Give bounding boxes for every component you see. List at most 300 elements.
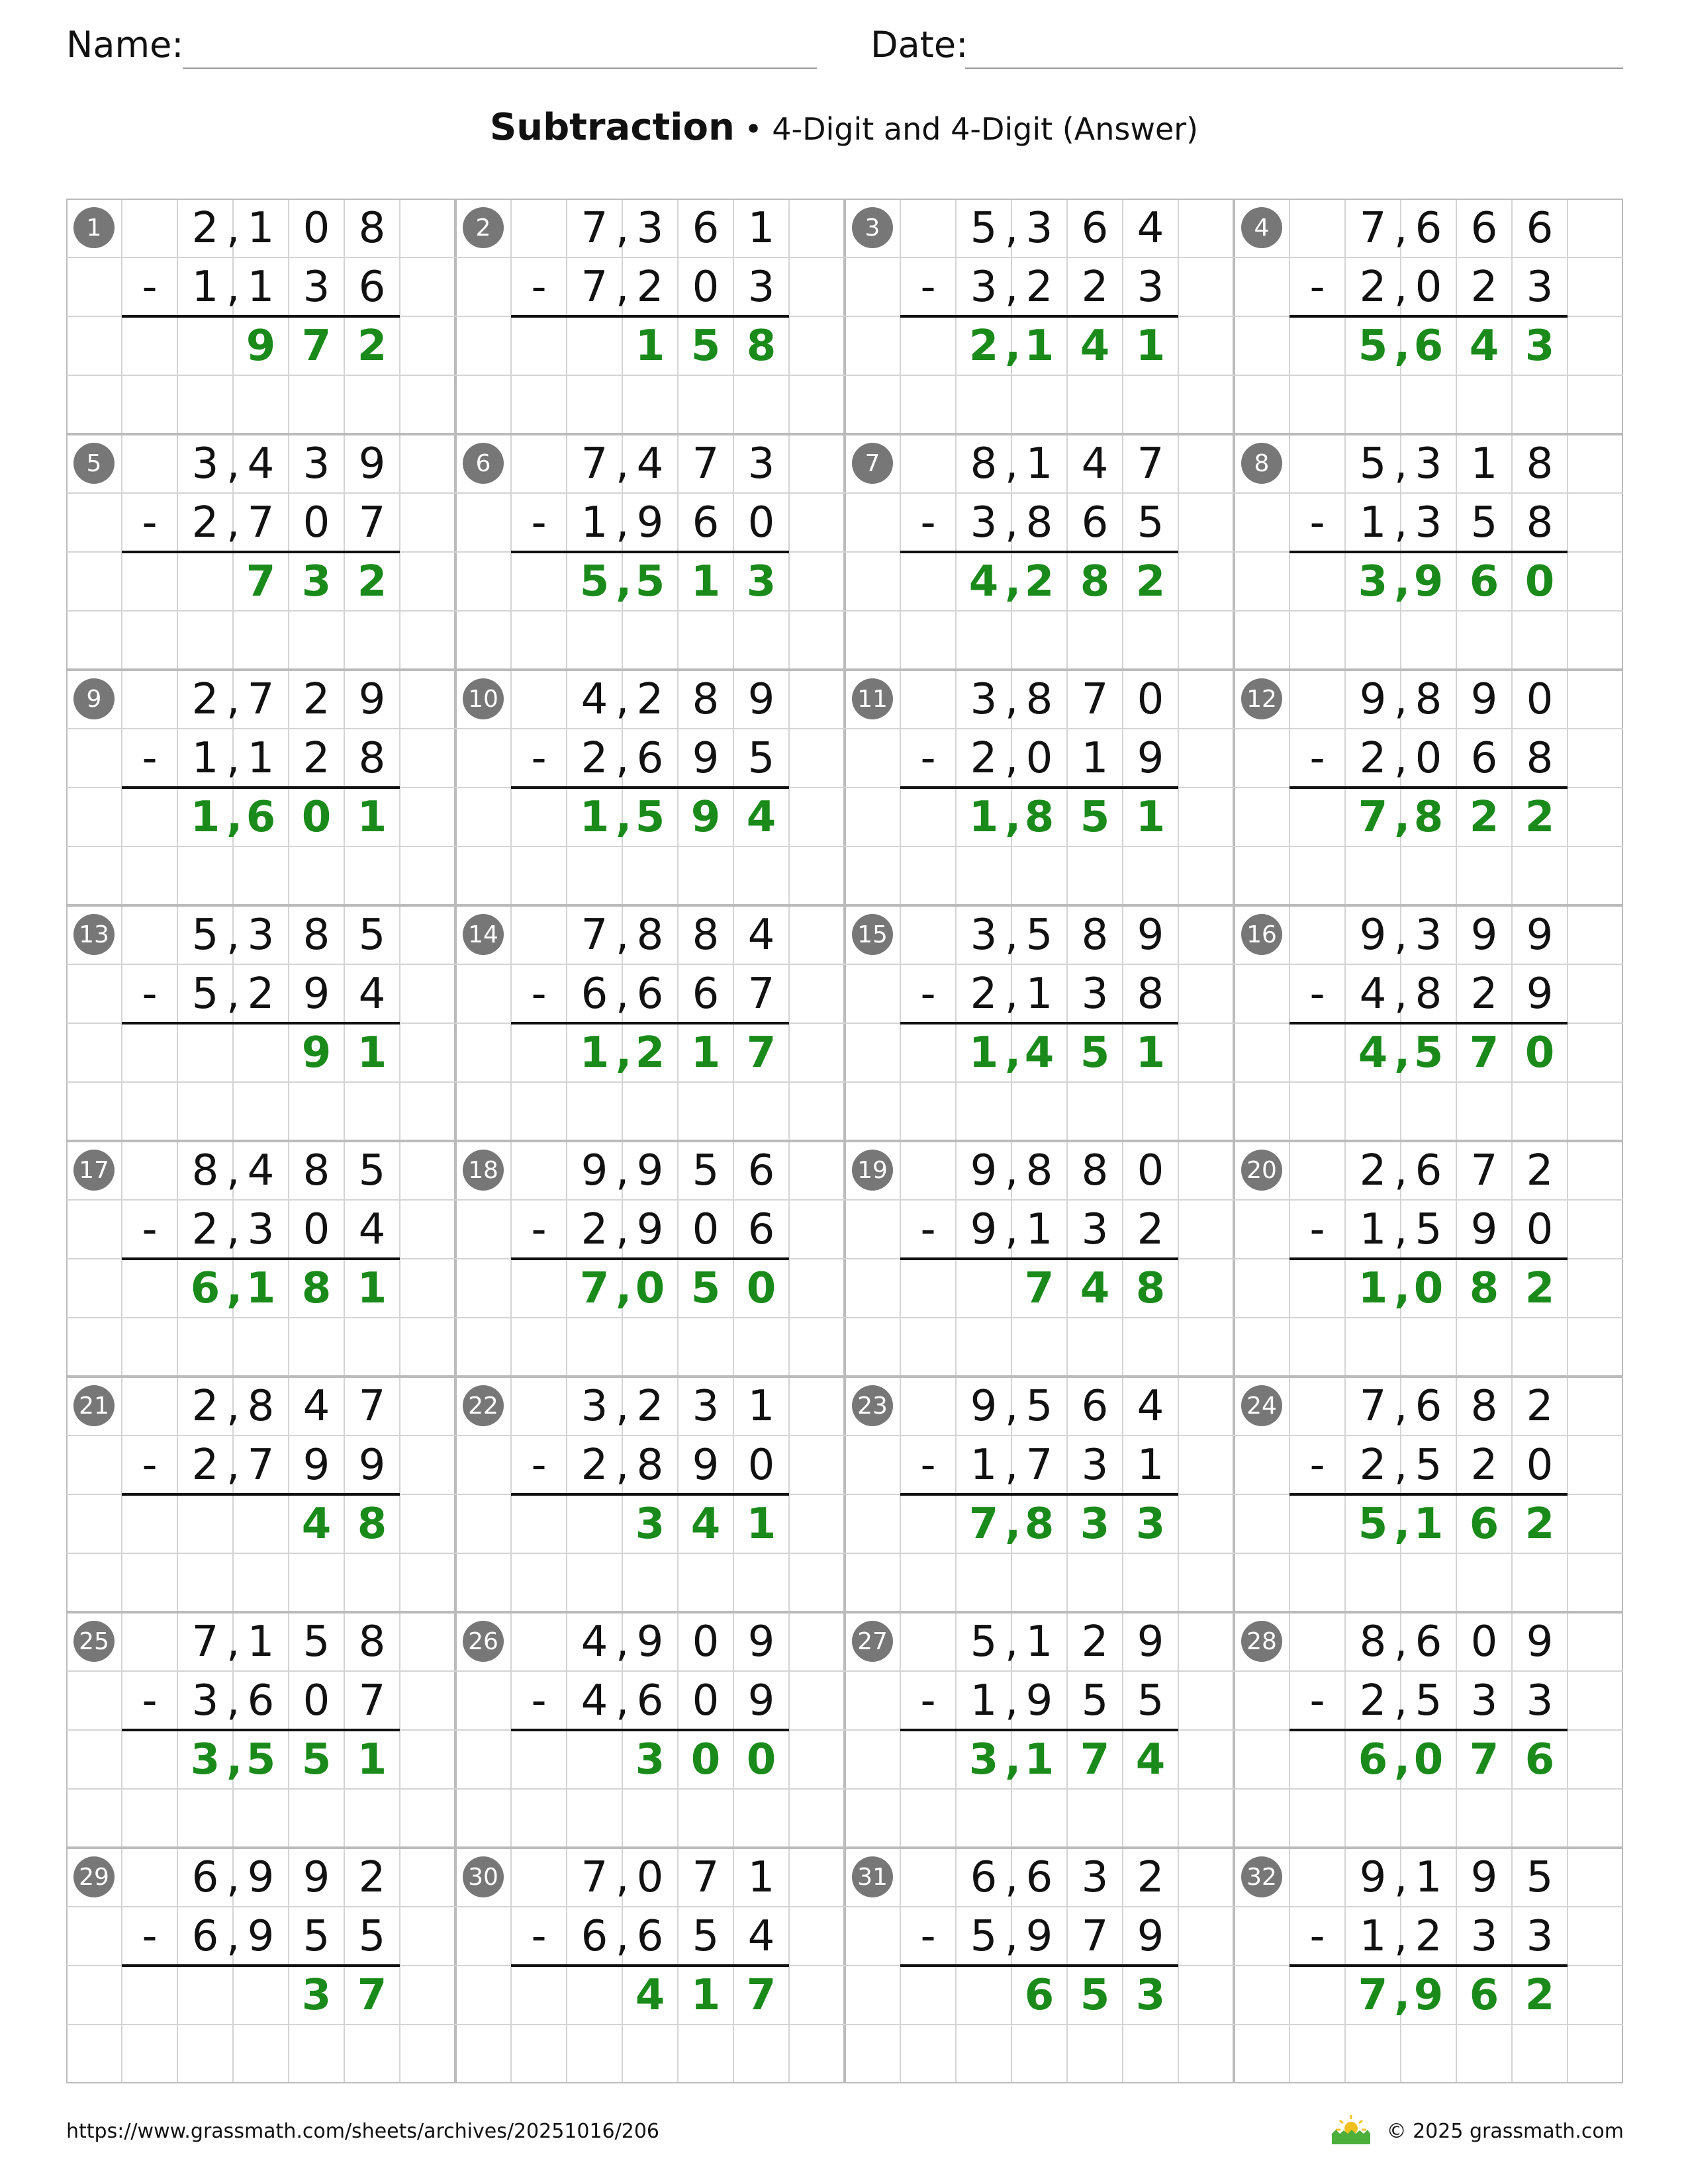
problem-20-subtrahend-digit-text: 1 <box>1359 1205 1387 1254</box>
problem-6-answer-digit <box>567 552 622 611</box>
problem-6-answer-digit-text: 1 <box>690 557 721 606</box>
problem-29-answer-digit-text: 7 <box>357 1970 387 2020</box>
problem-24-answer-comma: , <box>1394 1499 1411 1549</box>
problem-14-minuend-digit-text: 4 <box>747 910 775 960</box>
problem-11-answer-digit <box>1123 788 1178 846</box>
problem-16-subtrahend-digit <box>1512 964 1568 1023</box>
problem-8-subtrahend-digit <box>1456 493 1512 552</box>
problem-number-badge: 1 <box>73 207 115 248</box>
problem-8-minuend-digit <box>1456 434 1512 493</box>
problem-12-subtrahend-digit <box>1345 729 1401 788</box>
problem-23-subtrahend-digit <box>1067 1435 1123 1494</box>
problem-5-subtrahend-digit <box>226 493 289 552</box>
problem-13-minuend-digit-text: 5 <box>191 910 219 960</box>
problem-8-subtrahend-digit-text: 3 <box>1415 498 1442 547</box>
problem-19-minuend-digit-text: 8 <box>1081 1146 1109 1195</box>
problem-17-subtrahend-digit <box>226 1200 289 1259</box>
problem-20-answer-digit-text: 1 <box>1358 1263 1388 1313</box>
problem-28-minuend-digit-text: 8 <box>1359 1617 1387 1666</box>
problem-15-minuend-digit-text: 3 <box>970 910 998 960</box>
problem-27-answer-comma: , <box>1005 1735 1021 1784</box>
problem-27-minuend-digit <box>1067 1612 1123 1671</box>
problem-number-badge: 14 <box>463 914 504 955</box>
problem-9-answer-digit-text: 1 <box>190 792 220 842</box>
problem-15-answer-digit <box>1123 1023 1178 1082</box>
problem-18-subtrahend-digit-text: 0 <box>692 1205 720 1254</box>
problem-3-answer-comma: , <box>1005 321 1021 371</box>
problem-11-minuend-digit-text: 7 <box>1081 674 1109 724</box>
problem-30-subtrahend-digit <box>678 1907 733 1966</box>
problem-10-answer-digit <box>567 788 622 846</box>
problem-17-answer-digit <box>177 1259 233 1318</box>
problem-number-badge: 20 <box>1241 1150 1282 1191</box>
problem-10-minuend-digit <box>616 670 678 729</box>
problem-1-subtrahend-digit <box>226 257 289 316</box>
problem-15-answer-comma: , <box>1005 1028 1021 1077</box>
problem-30-minuend-digit-text: 0 <box>636 1852 664 1902</box>
problem-28-answer-digit <box>1512 1730 1568 1789</box>
problem-16-subtrahend-digit-text: 2 <box>1470 969 1498 1019</box>
problem-19-answer-digit <box>1067 1259 1123 1318</box>
problem-15-minuend-digit <box>1123 905 1178 964</box>
problem-14-subtrahend-digit <box>678 964 733 1023</box>
problem-25-subtrahend-digit-text: 3 <box>191 1676 219 1725</box>
problem-8-subtrahend-digit-text: 8 <box>1526 498 1554 547</box>
problem-26-subtrahend-digit-text: 0 <box>692 1676 720 1725</box>
problem-2-minuend-digit <box>678 199 733 257</box>
problem-7-answer-comma: , <box>1005 557 1021 606</box>
problem-28-minuend-digit <box>1512 1612 1568 1671</box>
problem-14-answer-digit-text: 2 <box>635 1028 665 1077</box>
problem-28-answer-digit <box>1394 1730 1456 1789</box>
problem-5-subtrahend-comma: , <box>226 498 240 547</box>
problem-9-minuend-digit <box>344 670 400 729</box>
problem-13-subtrahend-digit-text: 2 <box>247 969 275 1019</box>
problem-29-answer-digit <box>344 1966 400 2025</box>
problem-14-minuend-digit <box>567 905 622 964</box>
problem-15-minuend-digit-text: 8 <box>1081 910 1109 960</box>
problem-31-minuend-digit-text: 3 <box>1081 1852 1109 1902</box>
problem-1-answer-digit-text: 2 <box>357 321 387 371</box>
problem-7-minuend-digit-text: 1 <box>1025 439 1053 488</box>
problem-29-subtrahend-digit <box>289 1907 344 1966</box>
problem-27-answer-digit-text: 4 <box>1135 1735 1166 1784</box>
problem-19-minuend-digit <box>1067 1141 1123 1200</box>
problem-13-minuend-digit-text: 8 <box>303 910 330 960</box>
problem-14-subtrahend-digit-text: 7 <box>747 969 775 1019</box>
problem-3-subtrahend-digit-text: 3 <box>1137 262 1164 312</box>
problem-3-subtrahend-digit <box>956 257 1011 316</box>
problem-30-minuend-digit <box>567 1848 622 1907</box>
problem-25-minuend-digit-text: 1 <box>247 1617 275 1666</box>
problem-13-minuend-digit-text: 3 <box>247 910 275 960</box>
problem-3-subtrahend-digit-text: 3 <box>970 262 998 312</box>
problem-18-answer-digit <box>678 1259 733 1318</box>
problem-30-minuend-comma: , <box>616 1852 630 1902</box>
problem-4-answer-digit-text: 5 <box>1358 321 1388 371</box>
problem-25-answer-digit-text: 5 <box>301 1735 332 1784</box>
problem-7-minuend-digit-text: 4 <box>1081 439 1109 488</box>
problem-20-subtrahend-comma: , <box>1394 1205 1408 1254</box>
problem-11-subtrahend-digit-text: 0 <box>1025 733 1053 783</box>
problem-9-minuend-digit-text: 2 <box>191 674 219 724</box>
problem-9-answer-digit-text: 0 <box>301 792 332 842</box>
problem-21-subtrahend-comma: , <box>226 1440 240 1490</box>
problem-23-subtrahend-digit <box>956 1435 1011 1494</box>
problem-26-answer-digit-text: 3 <box>635 1735 665 1784</box>
problem-number-badge: 15 <box>852 914 893 955</box>
problem-7-subtrahend-digit <box>1123 493 1178 552</box>
problem-24-answer-digit-text: 1 <box>1413 1499 1444 1549</box>
problem-21-minuend-digit-text: 2 <box>191 1381 219 1431</box>
problem-1-minuend-comma: , <box>226 203 240 253</box>
problem-7-subtrahend-comma: , <box>1005 498 1019 547</box>
problem-24-minuend-digit-text: 6 <box>1415 1381 1442 1431</box>
problem-6-minuend-digit-text: 7 <box>581 439 608 488</box>
problem-32-answer-digit <box>1512 1966 1568 2025</box>
problem-26-minuend-digit-text: 9 <box>747 1617 775 1666</box>
problem-31-subtrahend-digit-text: 5 <box>970 1911 998 1961</box>
problem-17-subtrahend-comma: , <box>226 1205 240 1254</box>
problem-32-answer-digit-text: 9 <box>1413 1970 1444 2020</box>
problem-number-badge: 23 <box>852 1385 893 1426</box>
problem-1-subtrahend-digit <box>344 257 400 316</box>
problem-4-answer-digit <box>1456 316 1512 375</box>
problem-5-subtrahend-digit <box>344 493 400 552</box>
problem-26-minuend-comma: , <box>616 1617 630 1666</box>
problem-22-minuend-comma: , <box>616 1381 630 1431</box>
problem-27-subtrahend-digit-text: 9 <box>1025 1676 1053 1725</box>
problem-1-minuend-digit-text: 1 <box>247 203 275 253</box>
problem-6-subtrahend-digit-text: 0 <box>747 498 775 547</box>
problem-20-subtrahend-digit-text: 9 <box>1470 1205 1498 1254</box>
problem-12-subtrahend-digit <box>1512 729 1568 788</box>
problem-28-answer-digit <box>1456 1730 1512 1789</box>
problem-25-subtrahend-digit <box>289 1671 344 1730</box>
problem-10-minuend-digit-text: 9 <box>747 674 775 724</box>
problem-23-minuend-digit <box>1123 1377 1178 1435</box>
problem-9-subtrahend-digit-text: 2 <box>303 733 330 783</box>
problem-10-minuend-digit-text: 2 <box>636 674 664 724</box>
problem-29-minuend-digit <box>289 1848 344 1907</box>
problem-8-minuend-digit <box>1394 434 1456 493</box>
problem-31-minuend-digit <box>956 1848 1011 1907</box>
problem-24-subtrahend-digit <box>1512 1435 1568 1494</box>
problem-5-answer-digit-text: 7 <box>246 557 276 606</box>
problem-21-minuend-digit-text: 4 <box>303 1381 330 1431</box>
problem-31-subtrahend-digit-text: 9 <box>1025 1911 1053 1961</box>
problem-31-minuend-digit-text: 2 <box>1137 1852 1164 1902</box>
problem-18-answer-digit-text: 5 <box>690 1263 721 1313</box>
problem-31-minuend-digit <box>1067 1848 1123 1907</box>
problem-26-subtrahend-digit-text: 4 <box>581 1676 608 1725</box>
minus-sign: - <box>142 498 158 547</box>
problem-32-minuend-digit-text: 9 <box>1359 1852 1387 1902</box>
problem-25-answer-digit <box>289 1730 344 1789</box>
problem-10-answer-digit <box>733 788 789 846</box>
problem-30-subtrahend-digit-text: 6 <box>581 1911 608 1961</box>
problem-7-minuend-digit <box>956 434 1011 493</box>
problem-27-subtrahend-digit <box>1005 1671 1067 1730</box>
problem-26-answer-digit <box>678 1730 733 1789</box>
problem-1-subtrahend-digit-text: 6 <box>358 262 386 312</box>
problem-9-minuend-digit-text: 7 <box>247 674 275 724</box>
problem-20-answer-digit <box>1345 1259 1401 1318</box>
problem-17-subtrahend-digit <box>344 1200 400 1259</box>
name-line[interactable] <box>183 68 817 69</box>
problem-number-badge: 12 <box>1241 678 1282 719</box>
problem-number-badge: 4 <box>1241 207 1282 248</box>
problem-10-minuend-digit <box>678 670 733 729</box>
problem-31-subtrahend-comma: , <box>1005 1911 1019 1961</box>
problem-7-subtrahend-digit-text: 6 <box>1081 498 1109 547</box>
problem-16-subtrahend-digit-text: 9 <box>1526 969 1554 1019</box>
problem-26-minuend-digit <box>733 1612 789 1671</box>
problem-14-subtrahend-comma: , <box>616 969 630 1019</box>
problem-5-minuend-digit <box>177 434 233 493</box>
problem-16-minuend-digit <box>1512 905 1568 964</box>
problem-13-subtrahend-digit <box>289 964 344 1023</box>
problem-28-subtrahend-digit-text: 5 <box>1415 1676 1442 1725</box>
problem-18-minuend-digit-text: 5 <box>692 1146 720 1195</box>
problem-32-subtrahend-digit <box>1456 1907 1512 1966</box>
problem-32-minuend-digit-text: 1 <box>1415 1852 1442 1902</box>
problem-14-minuend-digit <box>733 905 789 964</box>
problem-19-answer-digit-text: 7 <box>1024 1263 1055 1313</box>
problem-1-subtrahend-digit-text: 3 <box>303 262 330 312</box>
problem-9-minuend-comma: , <box>226 674 240 724</box>
problem-5-subtrahend-digit-text: 0 <box>303 498 330 547</box>
problem-13-answer-digit-text: 9 <box>301 1028 332 1077</box>
problem-7-answer-digit-text: 2 <box>1024 557 1055 606</box>
problem-13-answer-digit-text: 1 <box>357 1028 387 1077</box>
problem-21-answer-digit-text: 4 <box>301 1499 332 1549</box>
problem-20-subtrahend-digit <box>1512 1200 1568 1259</box>
problem-32-minuend-digit-text: 9 <box>1470 1852 1498 1902</box>
problem-5-subtrahend-digit-text: 7 <box>358 498 386 547</box>
problem-12-minuend-comma: , <box>1394 674 1408 724</box>
problem-20-minuend-digit-text: 2 <box>1526 1146 1554 1195</box>
problem-22-answer-digit <box>678 1494 733 1553</box>
problem-3-minuend-digit-text: 5 <box>970 203 998 253</box>
problem-19-subtrahend-digit <box>1005 1200 1067 1259</box>
problem-30-minuend-digit <box>616 1848 678 1907</box>
problem-number-badge: 7 <box>852 443 893 484</box>
problem-12-subtrahend-digit <box>1394 729 1456 788</box>
problem-23-subtrahend-digit <box>1005 1435 1067 1494</box>
name-label: Name: <box>66 24 184 66</box>
problem-31-subtrahend-digit <box>1005 1907 1067 1966</box>
problem-32-minuend-comma: , <box>1394 1852 1408 1902</box>
problem-13-subtrahend-digit-text: 5 <box>191 969 219 1019</box>
problem-12-answer-digit <box>1394 788 1456 846</box>
problem-23-minuend-digit-text: 5 <box>1025 1381 1053 1431</box>
problem-21-subtrahend-digit-text: 7 <box>247 1440 275 1490</box>
problem-22-subtrahend-digit-text: 2 <box>581 1440 608 1490</box>
problem-30-answer-digit-text: 1 <box>690 1970 721 2020</box>
problem-6-subtrahend-digit <box>616 493 678 552</box>
problem-14-minuend-comma: , <box>616 910 630 960</box>
problem-25-answer-digit <box>226 1730 289 1789</box>
problem-29-subtrahend-digit <box>344 1907 400 1966</box>
minus-sign: - <box>1309 1676 1325 1725</box>
problem-8-minuend-digit-text: 1 <box>1470 439 1498 488</box>
problem-9-subtrahend-digit-text: 1 <box>247 733 275 783</box>
problem-27-minuend-digit <box>1005 1612 1067 1671</box>
problem-19-subtrahend-digit-text: 9 <box>970 1205 998 1254</box>
problem-10-answer-digit <box>616 788 678 846</box>
problem-1-answer-digit <box>289 316 344 375</box>
problem-8-subtrahend-comma: , <box>1394 498 1408 547</box>
problem-26-answer-digit <box>622 1730 678 1789</box>
problem-17-answer-digit-text: 1 <box>357 1263 387 1313</box>
date-line[interactable] <box>965 68 1623 69</box>
problem-7-minuend-digit <box>1123 434 1178 493</box>
problem-16-subtrahend-digit-text: 8 <box>1415 969 1442 1019</box>
problem-19-subtrahend-digit <box>956 1200 1011 1259</box>
problem-21-minuend-digit <box>344 1377 400 1435</box>
problem-11-minuend-comma: , <box>1005 674 1019 724</box>
problem-9-minuend-digit <box>177 670 233 729</box>
problem-12-subtrahend-digit-text: 6 <box>1470 733 1498 783</box>
problem-21-subtrahend-digit <box>344 1435 400 1494</box>
problem-31-subtrahend-digit-text: 9 <box>1137 1911 1164 1961</box>
problem-3-subtrahend-digit-text: 2 <box>1025 262 1053 312</box>
problem-18-answer-digit-text: 0 <box>746 1263 776 1313</box>
problem-24-answer-digit <box>1512 1494 1568 1553</box>
problem-18-minuend-digit <box>567 1141 622 1200</box>
problem-18-subtrahend-digit-text: 9 <box>636 1205 664 1254</box>
problem-25-subtrahend-digit <box>344 1671 400 1730</box>
problem-25-minuend-digit-text: 8 <box>358 1617 386 1666</box>
problem-27-subtrahend-digit-text: 5 <box>1081 1676 1109 1725</box>
problem-22-answer-digit <box>622 1494 678 1553</box>
problem-20-minuend-comma: , <box>1394 1146 1408 1195</box>
problem-11-answer-digit-text: 8 <box>1024 792 1055 842</box>
problem-3-answer-digit <box>1005 316 1067 375</box>
minus-sign: - <box>531 498 547 547</box>
problem-15-subtrahend-digit-text: 3 <box>1081 969 1109 1019</box>
problem-22-minuend-digit <box>678 1377 733 1435</box>
problem-4-minuend-digit <box>1394 199 1456 257</box>
problem-14-answer-digit <box>616 1023 678 1082</box>
problem-2-minuend-digit <box>733 199 789 257</box>
problem-2-subtrahend-digit <box>616 257 678 316</box>
problem-5-answer-digit <box>289 552 344 611</box>
minus-sign: - <box>1309 1205 1325 1254</box>
problem-11-minuend-digit-text: 0 <box>1137 674 1164 724</box>
problem-25-minuend-digit-text: 5 <box>303 1617 330 1666</box>
problem-31-subtrahend-digit <box>1123 1907 1178 1966</box>
problem-4-minuend-comma: , <box>1394 203 1408 253</box>
problem-29-subtrahend-digit-text: 5 <box>303 1911 330 1961</box>
problem-22-subtrahend-comma: , <box>616 1440 630 1490</box>
problem-21-subtrahend-digit-text: 9 <box>303 1440 330 1490</box>
problem-15-subtrahend-digit <box>956 964 1011 1023</box>
problem-14-subtrahend-digit <box>733 964 789 1023</box>
problem-23-minuend-digit-text: 9 <box>970 1381 998 1431</box>
problem-17-answer-digit-text: 6 <box>190 1263 220 1313</box>
problem-6-minuend-digit <box>733 434 789 493</box>
problem-17-answer-digit-text: 8 <box>301 1263 332 1313</box>
problem-3-minuend-comma: , <box>1005 203 1019 253</box>
problem-1-answer-digit-text: 9 <box>246 321 276 371</box>
problem-22-minuend-digit-text: 2 <box>636 1381 664 1431</box>
problem-4-subtrahend-digit-text: 0 <box>1415 262 1442 312</box>
problem-16-minuend-digit <box>1456 905 1512 964</box>
problem-9-subtrahend-digit <box>177 729 233 788</box>
problem-26-subtrahend-digit-text: 6 <box>636 1676 664 1725</box>
problem-7-subtrahend-digit-text: 5 <box>1137 498 1164 547</box>
problem-18-subtrahend-digit-text: 6 <box>747 1205 775 1254</box>
problem-19-minuend-digit-text: 0 <box>1137 1146 1164 1195</box>
problem-23-answer-comma: , <box>1005 1499 1021 1549</box>
problem-3-answer-digit-text: 1 <box>1135 321 1166 371</box>
problem-32-subtrahend-digit-text: 1 <box>1359 1911 1387 1961</box>
problem-6-answer-digit <box>733 552 789 611</box>
problem-21-minuend-digit <box>226 1377 289 1435</box>
problem-9-answer-digit <box>226 788 289 846</box>
problem-number-badge: 21 <box>73 1385 115 1426</box>
problem-18-subtrahend-digit <box>733 1200 789 1259</box>
problem-9-subtrahend-digit-text: 1 <box>191 733 219 783</box>
problem-29-subtrahend-digit-text: 5 <box>358 1911 386 1961</box>
problem-19-minuend-digit-text: 9 <box>970 1146 998 1195</box>
problem-13-subtrahend-digit <box>226 964 289 1023</box>
problem-20-answer-digit-text: 0 <box>1413 1263 1444 1313</box>
problem-14-subtrahend-digit <box>616 964 678 1023</box>
problem-3-minuend-digit <box>956 199 1011 257</box>
problem-29-subtrahend-digit <box>226 1907 289 1966</box>
problem-25-subtrahend-digit <box>177 1671 233 1730</box>
problem-24-minuend-digit-text: 8 <box>1470 1381 1498 1431</box>
problem-23-minuend-digit <box>1005 1377 1067 1435</box>
problem-22-answer-digit-text: 3 <box>635 1499 665 1549</box>
problem-20-subtrahend-digit-text: 5 <box>1415 1205 1442 1254</box>
problem-8-minuend-digit-text: 8 <box>1526 439 1554 488</box>
problem-12-subtrahend-digit-text: 8 <box>1526 733 1554 783</box>
problem-24-minuend-comma: , <box>1394 1381 1408 1431</box>
problem-25-minuend-digit-text: 7 <box>191 1617 219 1666</box>
problem-12-answer-digit-text: 2 <box>1469 792 1499 842</box>
problem-6-minuend-digit <box>678 434 733 493</box>
footer-url: https://www.grassmath.com/sheets/archives/20251016/206 <box>66 2120 660 2143</box>
problem-32-subtrahend-digit-text: 3 <box>1470 1911 1498 1961</box>
problem-14-answer-digit-text: 1 <box>579 1028 610 1077</box>
problem-27-answer-digit-text: 7 <box>1080 1735 1110 1784</box>
problem-20-minuend-digit-text: 7 <box>1470 1146 1498 1195</box>
problem-6-minuend-digit-text: 3 <box>747 439 775 488</box>
problem-16-answer-digit <box>1456 1023 1512 1082</box>
problem-number-badge: 11 <box>852 678 893 719</box>
problem-31-answer-digit <box>1067 1966 1123 2025</box>
problem-16-subtrahend-digit-text: 4 <box>1359 969 1387 1019</box>
problem-7-answer-digit-text: 2 <box>1135 557 1166 606</box>
problem-10-subtrahend-digit <box>616 729 678 788</box>
problem-4-subtrahend-digit-text: 2 <box>1359 262 1387 312</box>
problem-17-minuend-digit <box>289 1141 344 1200</box>
problem-22-answer-digit-text: 4 <box>690 1499 721 1549</box>
problem-5-answer-digit <box>344 552 400 611</box>
problem-22-subtrahend-digit-text: 8 <box>636 1440 664 1490</box>
problem-32-answer-digit <box>1456 1966 1512 2025</box>
problem-13-minuend-digit <box>289 905 344 964</box>
problem-10-minuend-digit <box>733 670 789 729</box>
problem-13-minuend-digit-text: 5 <box>358 910 386 960</box>
problem-14-answer-comma: , <box>616 1028 632 1077</box>
problem-2-subtrahend-digit <box>567 257 622 316</box>
problem-16-answer-digit <box>1394 1023 1456 1082</box>
